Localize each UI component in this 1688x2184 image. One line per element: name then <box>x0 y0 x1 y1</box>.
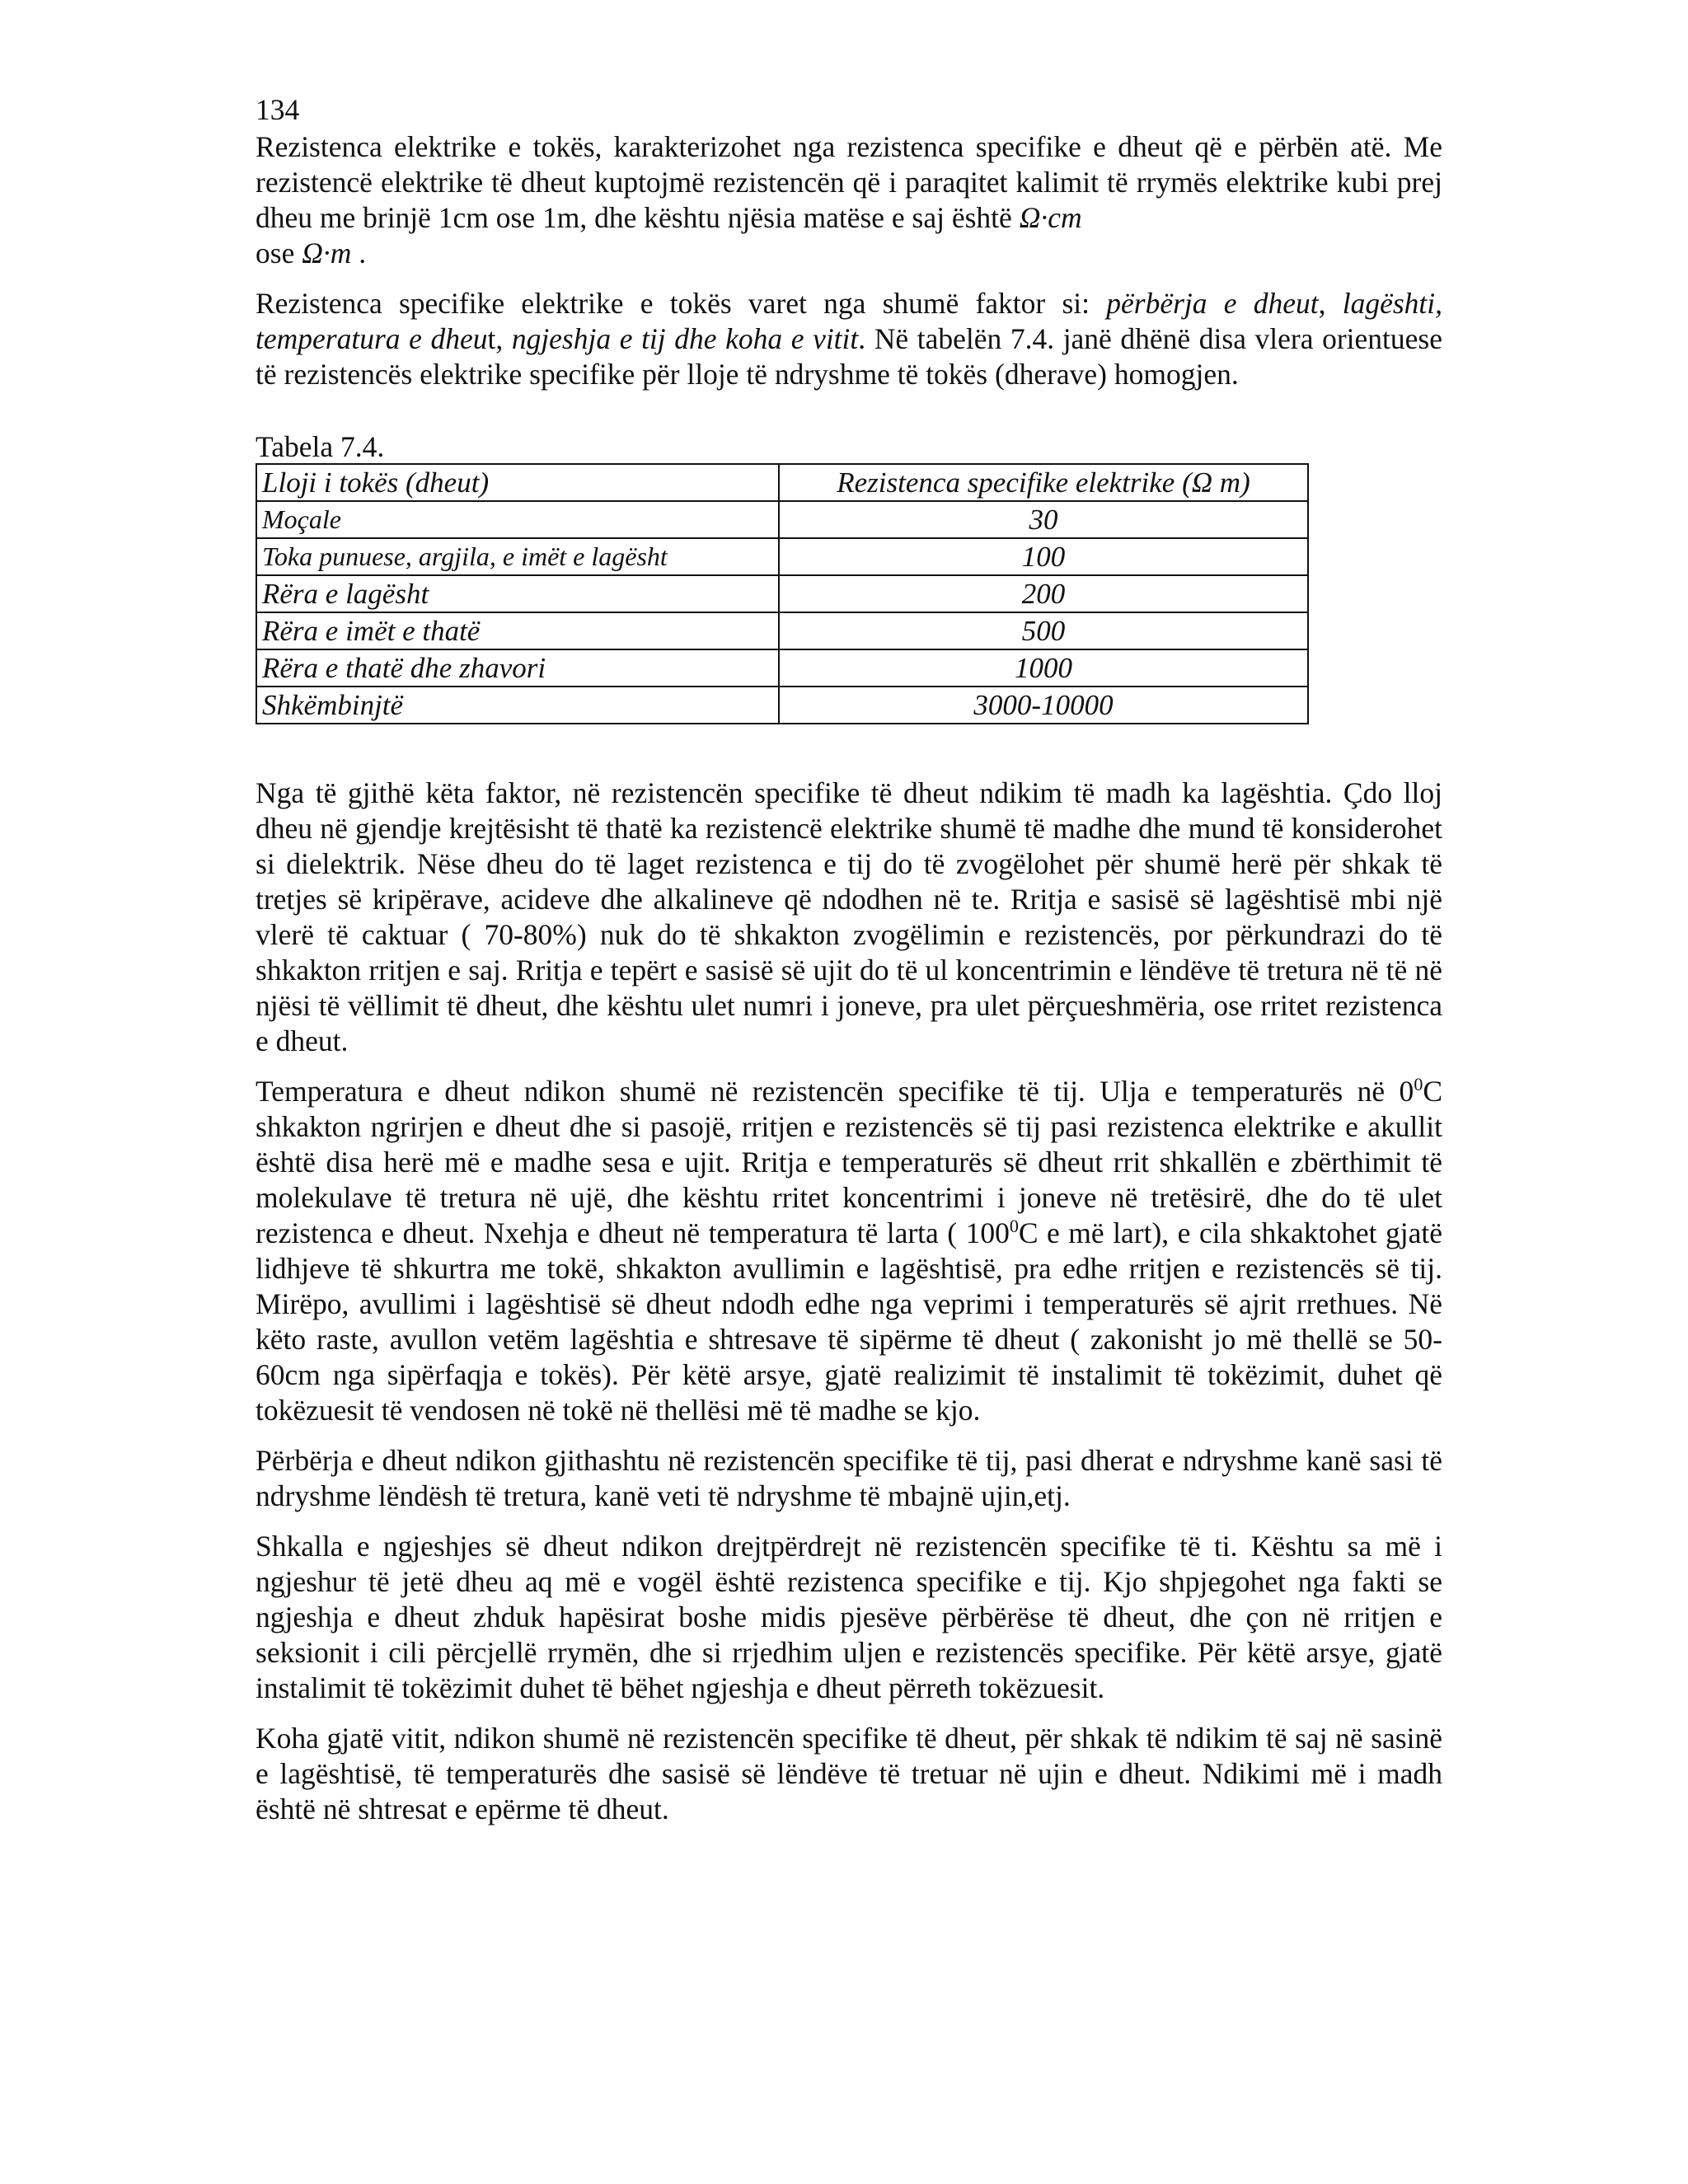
italic-term: lagështi, temperatura e dheu <box>256 287 1442 355</box>
resistivity-table <box>256 463 1309 724</box>
sentence-end: . <box>359 237 367 269</box>
table-header-soil-type: Lloji i tokës (dheut) <box>256 464 779 501</box>
italic-term: ngjeshja e tij dhe koha e vitit <box>511 322 859 355</box>
or-word: ose <box>256 237 295 269</box>
unit-ohm-m: Ω·m <box>302 237 352 269</box>
unit-ohm-cm: Ω·cm <box>1019 201 1082 234</box>
paragraph-temperature <box>256 1074 1442 1428</box>
table-row <box>256 612 1308 649</box>
page-number: 134 <box>256 93 300 126</box>
table-caption: Tabela 7.4. <box>256 430 385 463</box>
table-row <box>256 649 1308 687</box>
table-cell-value: 3000-10000 <box>779 687 1308 724</box>
table-row <box>256 687 1308 724</box>
text-run: , <box>1318 287 1343 320</box>
table-cell-value: 30 <box>779 501 1308 538</box>
paragraph-compaction: Shkalla e ngjeshjes së dheut ndikon drejtpërdrejt në rezistencën specifike të ti. Kështu sa më i ngjeshur të jetë dheu aq më e vogël është rezistenca specifike e tij. Kjo shpjegohet nga fakti se ngjeshja e dheut zhduk hapësirat boshe midis pjesëve përbërëse të dheut, dhe çon në rritjen e seksionit i cili përcjellë rrymën, dhe si rrjedhim uljen e rezistencës specifike. Për këtë arsye, gjatë instalimit të tokëzimit duhet të bëhet ngjeshja e dheut përreth tokëzuesit. <box>256 1530 1442 1704</box>
paragraph-text: Rezistenca elektrike e tokës, karakterizohet nga rezistenca specifike e dheut që e përbën atë. Me rezistencë elektrike të dheut kuptojmë rezistencën që i paraqitet kalimit të rrymës elektrike kubi prej dheu me brinjë 1cm ose 1m, dhe kështu njësia matëse e saj është <box>256 130 1442 234</box>
superscript: 0 <box>1009 1216 1019 1236</box>
superscript: 0 <box>1414 1074 1423 1094</box>
table-cell-soil: Rëra e lagësht <box>256 575 779 612</box>
table-row <box>256 538 1308 575</box>
table-row <box>256 501 1308 538</box>
table-cell-soil: Rëra e thatë dhe zhavori <box>256 649 779 687</box>
text-run: Rezistenca specifike elektrike e tokës varet nga shumë faktor si: <box>256 287 1107 320</box>
table-cell-value: 500 <box>779 612 1308 649</box>
paragraph-factors <box>256 286 1442 392</box>
table-cell-soil: Shkëmbinjtë <box>256 687 779 724</box>
table-cell-soil: Rëra e imët e thatë <box>256 612 779 649</box>
italic-term: përbërja e dheut <box>1106 287 1319 320</box>
text-run: C e më lart), e cila shkaktohet gjatë lidhjeve të shkurtra me tokë, shkakton avullimin e lagështisë, pra edhe rritjen e rezistencës së tij. Mirëpo, avullimi i lagështisë së dheut ndodh edhe nga veprimi i temperaturës së ajrit rrethues. Në këto raste, avullon vetëm lagështia e shtresave të sipërme të dheut ( zakonisht jo më thellë se 50-60cm nga sipërfaqja e tokës). Për këtë arsye, gjatë realizimit të instalimit të tokëzimit, duhet që tokëzuesit të vendosen në tokë në thellësi më të madhe se kjo. <box>256 1216 1442 1427</box>
text-run: t, <box>487 322 512 355</box>
table-cell-soil: Toka punuese, argjila, e imët e lagësht <box>256 538 779 575</box>
table-header-row <box>256 464 1308 501</box>
table-header-resistivity: Rezistenca specifike elektrike (Ω m) <box>779 464 1308 501</box>
document-page <box>256 92 1442 1842</box>
paragraph-season: Koha gjatë vitit, ndikon shumë në rezistencën specifike të dheut, për shkak të ndikim të saj në sasinë e lagështisë, të temperaturës dhe sasisë së lëndëve të tretuar në ujin e dheut. Ndikimi më i madh është në shtresat e epërme të dheut. <box>256 1722 1442 1825</box>
paragraph-composition: Përbërja e dheut ndikon gjithashtu në rezistencën specifike të tij, pasi dherat e ndryshme kanë sasi të ndryshme lëndësh të tretura, kanë veti të ndryshme të mbajnë ujin,etj. <box>256 1444 1442 1512</box>
text-run: . Në tabelën 7.4. janë dhënë disa vlera orientuese të rezistencës elektrike specifike për lloje të ndryshme të tokës (dherave) homogjen. <box>256 322 1442 391</box>
table-cell-value: 100 <box>779 538 1308 575</box>
text-run: Temperatura e dheut ndikon shumë në rezistencën specifike të tij. Ulja e temperaturës në 0 <box>256 1075 1414 1108</box>
paragraph-moisture: Nga të gjithë këta faktor, në rezistencën specifike të dheut ndikim të madh ka lagështia. Çdo lloj dheu në gjendje krejtësisht të thatë ka rezistencë elektrike shumë të madhe dhe mund të konsiderohet si dielektrik. Nëse dheu do të laget rezistenca e tij do të zvogëlohet për shumë herë për shkak të tretjes së kripërave, acideve dhe alkalineve që ndodhen në te. Rritja e sasisë së lagështisë mbi një vlerë të caktuar ( 70-80%) nuk do të shkakton zvogëlimin e rezistencës, por përkundrazi do të shkakton rritjen e saj. Rritja e tepërt e sasisë së ujit do të ul koncentrimin e lëndëve të tretura në të në njësi të vëllimit të dheut, dhe kështu ulet numri i joneve, pra ulet përçueshmëria, ose rritet rezistenca e dheut. <box>256 776 1442 1057</box>
paragraph-resistivity-intro <box>256 129 1442 271</box>
table-cell-value: 1000 <box>779 649 1308 687</box>
table-row <box>256 575 1308 612</box>
text-run: C shkakton ngrirjen e dheut dhe si pasojë, rritjen e rezistencës së tij pasi rezistenca elektrike e akullit është disa herë më e madhe sesa e ujit. Rritja e temperaturës së dheut rrit shkallën e zbërthimit të molekulave të tretura në ujë, dhe kështu rritet koncentrimi i joneve në tretësirë, dhe do të ulet rezistenca e dheut. Nxehja e dheut në temperatura të larta ( 100 <box>256 1075 1442 1249</box>
table-cell-soil: Moçale <box>256 501 779 538</box>
table-cell-value: 200 <box>779 575 1308 612</box>
